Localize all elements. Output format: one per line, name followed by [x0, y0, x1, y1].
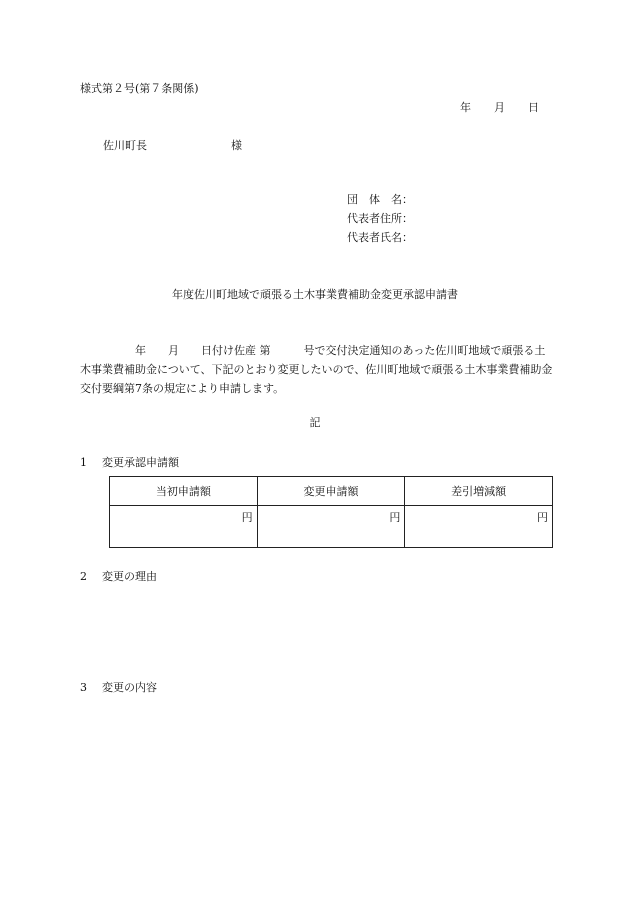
addressee	[103, 139, 242, 153]
initial-amount-cell[interactable]: 円	[110, 506, 258, 548]
header-initial-amount: 当初申請額	[110, 477, 258, 506]
section-1-number: 1	[80, 456, 87, 469]
date-day-label: 日	[528, 101, 539, 114]
difference-amount-cell[interactable]: 円	[405, 506, 553, 548]
date-line	[460, 101, 539, 115]
section-3-title: 変更の内容	[102, 681, 157, 694]
addressee-honorific: 様	[231, 139, 242, 152]
section-3-heading	[80, 681, 157, 695]
section-1-heading	[80, 456, 179, 470]
addressee-name: 佐川町長	[103, 139, 147, 152]
date-month-label: 月	[494, 101, 505, 114]
section-2-number: 2	[80, 570, 87, 583]
rep-address-label: 代表者住所：	[347, 212, 413, 225]
form-number: 様式第２号(第７条関係)	[80, 82, 199, 95]
rep-name-label: 代表者氏名：	[347, 231, 413, 244]
section-1-title: 変更承認申請額	[102, 456, 179, 469]
amounts-value-row	[110, 506, 553, 548]
section-3-number: 3	[80, 681, 87, 694]
date-year-label: 年	[460, 101, 471, 114]
amounts-header-row	[110, 477, 553, 506]
document-title: 年度佐川町地域で頑張る土木事業費補助金変更承認申請書	[172, 288, 458, 301]
header-difference-amount: 差引増減額	[405, 477, 553, 506]
body-text: 年 月 日付け佐産 第 号で交付決定通知のあった佐川町地域で頑張る土木事業費補助金について、下記のとおり変更したいので、佐川町地域で頑張る土木事業費補助金交付要綱第7条の規定により申請します。	[80, 344, 553, 395]
applicant-block	[347, 193, 413, 250]
header-changed-amount: 変更申請額	[257, 477, 405, 506]
section-2-title: 変更の理由	[102, 570, 157, 583]
group-name-label: 団 体 名：	[347, 193, 413, 206]
section-2-heading	[80, 570, 157, 584]
ki-heading: 記	[309, 416, 321, 429]
changed-amount-cell[interactable]: 円	[257, 506, 405, 548]
amounts-table	[109, 476, 553, 548]
